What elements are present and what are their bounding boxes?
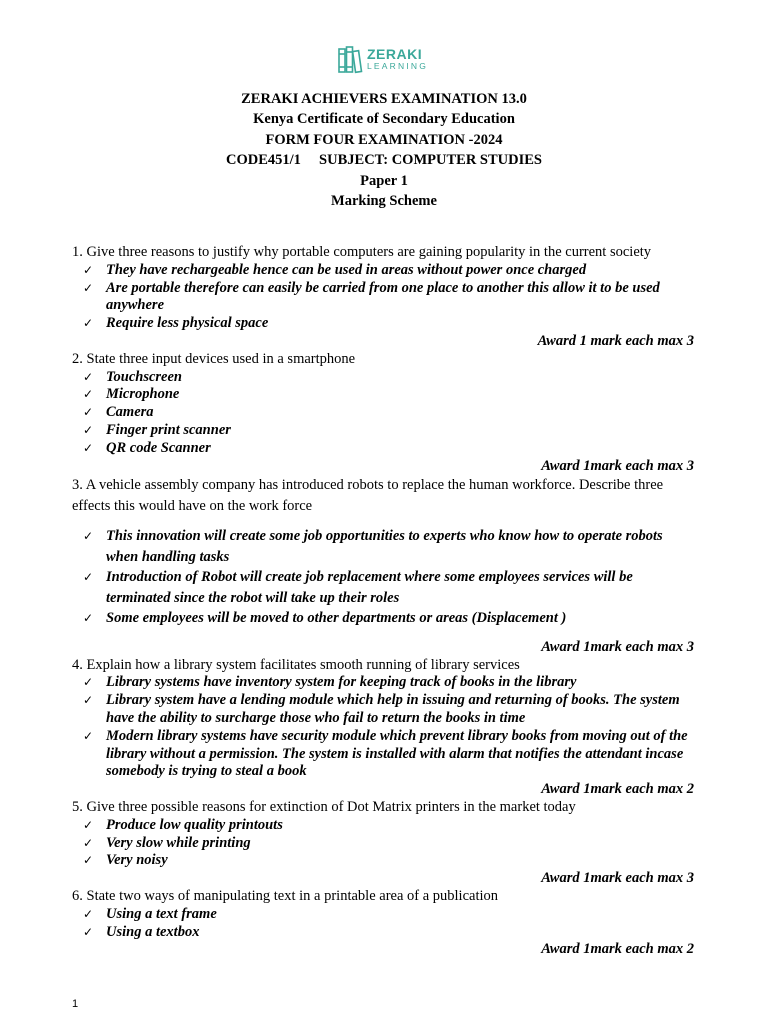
exam-code-subject: CODE451/1 SUBJECT: COMPUTER STUDIES: [226, 152, 542, 169]
answer-item: [72, 924, 698, 942]
answer-text: Are portable therefore can easily be carried from one place to another this allow it to be used anywhere: [106, 279, 660, 314]
question-5: [72, 799, 698, 888]
checkmark-icon: ✓: [83, 529, 94, 544]
answer-text: Very noisy: [106, 852, 168, 869]
question-text: 6. State two ways of manipulating text in a printable area of a publication: [72, 888, 499, 905]
question-text: 1. Give three reasons to justify why portable computers are gaining popularity in the current society: [72, 244, 652, 260]
question-text: 2. State three input devices used in a smartphone: [72, 350, 356, 367]
answer-text: Require less physical space: [106, 315, 269, 332]
checkmark-icon: ✓: [83, 693, 94, 708]
exam-form: FORM FOUR EXAMINATION -2024: [265, 131, 503, 148]
checkmark-icon: ✓: [83, 316, 94, 331]
answer-item: [72, 280, 698, 316]
checkmark-icon: ✓: [83, 422, 94, 437]
award-note: Award 1mark each max 3: [541, 638, 694, 655]
answer-item: [72, 852, 698, 870]
answer-text: Camera: [106, 404, 154, 421]
award-note: Award 1mark each max 3: [541, 870, 694, 887]
spacer: [72, 516, 698, 526]
answer-item: [72, 386, 698, 404]
answer-text: Touchscreen: [106, 368, 182, 385]
answer-item: [72, 567, 698, 608]
answer-text: Using a text frame: [106, 905, 217, 922]
answer-text: Library systems have inventory system for keeping track of books in the library: [106, 674, 577, 691]
answer-item: [72, 422, 698, 440]
question-3: [72, 475, 698, 656]
exam-certificate: Kenya Certificate of Secondary Education: [253, 111, 515, 128]
marking-scheme-body: [72, 244, 698, 959]
checkmark-icon: ✓: [83, 405, 94, 420]
answer-text: Using a textbox: [106, 923, 200, 940]
checkmark-icon: ✓: [83, 835, 94, 850]
answer-item: [72, 404, 698, 422]
answer-text: Introduction of Robot will create job replacement where some employees services will be terminated since the robot will take up their roles: [106, 569, 633, 606]
answer-text: Library system have a lending module which help in issuing and returning of books. The system have the ability to surcharge those who fail to return the books in time: [106, 692, 680, 727]
checkmark-icon: ✓: [83, 262, 94, 277]
answer-text: This innovation will create some job opportunities to experts who know how to operate robots when handling tasks: [106, 528, 663, 565]
award-note: Award 1mark each max 2: [541, 941, 694, 958]
question-text: 5. Give three possible reasons for extinction of Dot Matrix printers in the market today: [72, 799, 576, 816]
answer-item: [72, 674, 698, 692]
answer-item: [72, 440, 698, 458]
spacer: [72, 629, 698, 639]
answer-text: Produce low quality printouts: [106, 816, 283, 833]
answer-item: [72, 608, 698, 629]
checkmark-icon: ✓: [83, 280, 94, 295]
answer-item: [72, 817, 698, 835]
answer-text: Finger print scanner: [106, 421, 231, 438]
checkmark-icon: ✓: [83, 906, 94, 921]
answer-item: [72, 692, 698, 728]
exam-header: [0, 89, 768, 211]
checkmark-icon: ✓: [83, 387, 94, 402]
checkmark-icon: ✓: [83, 611, 94, 626]
checkmark-icon: ✓: [83, 817, 94, 832]
exam-paper: Paper 1: [360, 172, 408, 189]
answer-text: Modern library systems have security module which prevent library books from moving out of the library without a permission. The system is installed with alarm that notifies the attendant incase somebody is trying to steal a book: [106, 727, 688, 780]
checkmark-icon: ✓: [83, 570, 94, 585]
exam-title: ZERAKI ACHIEVERS EXAMINATION 13.0: [241, 91, 527, 107]
award-note: Award 1 mark each max 3: [537, 332, 694, 349]
logo-name: ZERAKI: [367, 46, 423, 63]
logo-subtitle: LEARNING: [367, 61, 429, 72]
answer-text: Some employees will be moved to other departments or areas (Displacement ): [106, 610, 567, 627]
checkmark-icon: ✓: [83, 728, 94, 743]
question-6: [72, 888, 698, 959]
answer-text: They have rechargeable hence can be used in areas without power once charged: [106, 261, 587, 278]
question-text: 3. A vehicle assembly company has introduced robots to replace the human workforce. Describe three effects this would have on the work force: [72, 477, 664, 514]
exam-marking-scheme: Marking Scheme: [331, 193, 437, 210]
answer-item: [72, 835, 698, 853]
question-1: [72, 244, 698, 351]
zeraki-logo: [337, 44, 428, 74]
answer-text: Microphone: [106, 386, 180, 403]
answer-text: Very slow while printing: [106, 834, 251, 851]
answer-item: [72, 728, 698, 781]
answer-item: [72, 262, 698, 280]
checkmark-icon: ✓: [83, 440, 94, 455]
answer-text: QR code Scanner: [106, 439, 211, 456]
checkmark-icon: ✓: [83, 853, 94, 868]
question-2: [72, 351, 698, 476]
question-4: [72, 657, 698, 799]
answer-item: [72, 369, 698, 387]
award-note: Award 1mark each max 2: [541, 781, 694, 798]
answer-item: [72, 526, 698, 567]
page-number: 1: [72, 998, 79, 1010]
answer-item: [72, 906, 698, 924]
checkmark-icon: ✓: [83, 924, 94, 939]
checkmark-icon: ✓: [83, 675, 94, 690]
answer-item: [72, 315, 698, 333]
question-text: 4. Explain how a library system facilitates smooth running of library services: [72, 656, 520, 673]
award-note: Award 1mark each max 3: [541, 457, 694, 474]
books-icon: [337, 44, 363, 74]
checkmark-icon: ✓: [83, 369, 94, 384]
